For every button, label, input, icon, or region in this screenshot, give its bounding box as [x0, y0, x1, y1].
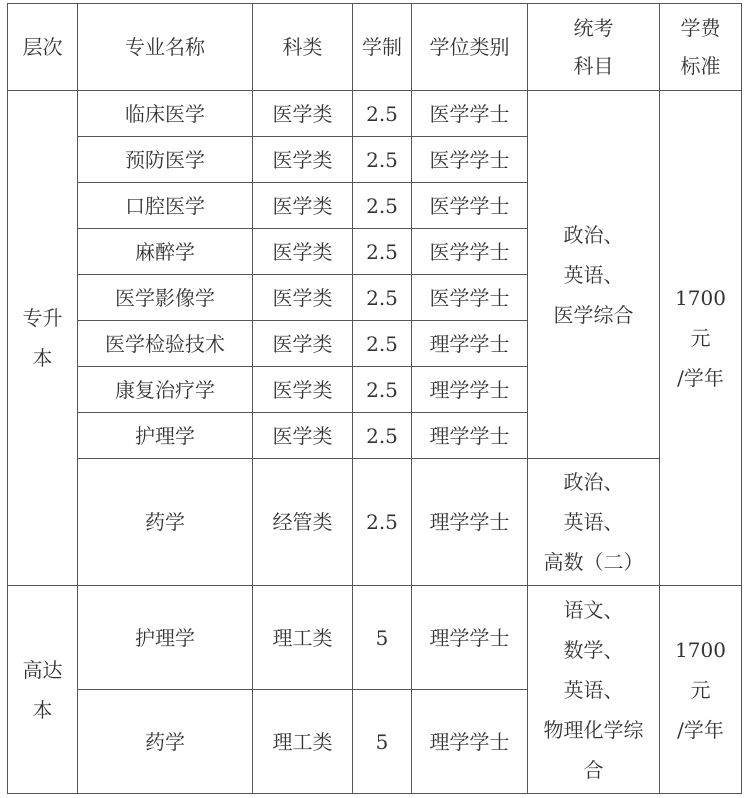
- category-cell: 医学类: [253, 137, 353, 183]
- header-duration: 学制: [353, 4, 412, 91]
- degree-cell: 理学学士: [412, 586, 528, 690]
- duration-cell: 2.5: [353, 229, 412, 275]
- degree-cell: 理学学士: [412, 321, 528, 367]
- category-cell: 医学类: [253, 183, 353, 229]
- degree-cell: 理学学士: [412, 459, 528, 586]
- header-tuition: 学费 标准: [660, 4, 742, 91]
- major-cell: 康复治疗学: [78, 367, 253, 413]
- major-cell: 医学影像学: [78, 275, 253, 321]
- duration-cell: 2.5: [353, 183, 412, 229]
- category-cell: 医学类: [253, 321, 353, 367]
- major-cell: 护理学: [78, 586, 253, 690]
- table-row: [8, 459, 742, 586]
- major-cell: 麻醉学: [78, 229, 253, 275]
- duration-cell: 5: [353, 586, 412, 690]
- degree-cell: 理学学士: [412, 367, 528, 413]
- category-cell: 医学类: [253, 367, 353, 413]
- tuition-cell-zhuanshengben: 1700 元 /学年: [660, 91, 742, 586]
- degree-cell: 医学学士: [412, 275, 528, 321]
- header-exam-subjects: 统考 科目: [528, 4, 660, 91]
- level-cell-zhuanshengben: 专升 本: [8, 91, 78, 586]
- major-cell: 医学检验技术: [78, 321, 253, 367]
- duration-cell: 2.5: [353, 321, 412, 367]
- table-row: [8, 91, 742, 137]
- degree-cell: 理学学士: [412, 690, 528, 794]
- major-cell: 口腔医学: [78, 183, 253, 229]
- major-cell: 护理学: [78, 413, 253, 459]
- duration-cell: 2.5: [353, 367, 412, 413]
- degree-cell: 医学学士: [412, 229, 528, 275]
- major-cell: 预防医学: [78, 137, 253, 183]
- duration-cell: 2.5: [353, 91, 412, 137]
- major-cell: 药学: [78, 459, 253, 586]
- category-cell: 理工类: [253, 690, 353, 794]
- category-cell: 医学类: [253, 229, 353, 275]
- degree-cell: 医学学士: [412, 183, 528, 229]
- header-level: 层次: [8, 4, 78, 91]
- exam-subjects-medical: 政治、 英语、 医学综合: [528, 91, 660, 459]
- category-cell: 医学类: [253, 275, 353, 321]
- duration-cell: 2.5: [353, 413, 412, 459]
- major-cell: 临床医学: [78, 91, 253, 137]
- duration-cell: 2.5: [353, 137, 412, 183]
- category-cell: 医学类: [253, 413, 353, 459]
- major-cell: 药学: [78, 690, 253, 794]
- level-cell-gaoqiben: 高达 本: [8, 586, 78, 794]
- degree-cell: 医学学士: [412, 91, 528, 137]
- degree-cell: 理学学士: [412, 413, 528, 459]
- header-category: 科类: [253, 4, 353, 91]
- category-cell: 理工类: [253, 586, 353, 690]
- header-major: 专业名称: [78, 4, 253, 91]
- header-row: [8, 4, 742, 91]
- duration-cell: 2.5: [353, 459, 412, 586]
- table-row: [8, 586, 742, 690]
- category-cell: 医学类: [253, 91, 353, 137]
- duration-cell: 5: [353, 690, 412, 794]
- exam-subjects-gaoqiben: 语文、 数学、 英语、 物理化学综 合: [528, 586, 660, 794]
- duration-cell: 2.5: [353, 275, 412, 321]
- exam-subjects-pharmacy: 政治、 英语、 高数（二）: [528, 459, 660, 586]
- category-cell: 经管类: [253, 459, 353, 586]
- program-table: [7, 3, 742, 794]
- degree-cell: 医学学士: [412, 137, 528, 183]
- tuition-cell-gaoqiben: 1700 元 /学年: [660, 586, 742, 794]
- header-degree: 学位类别: [412, 4, 528, 91]
